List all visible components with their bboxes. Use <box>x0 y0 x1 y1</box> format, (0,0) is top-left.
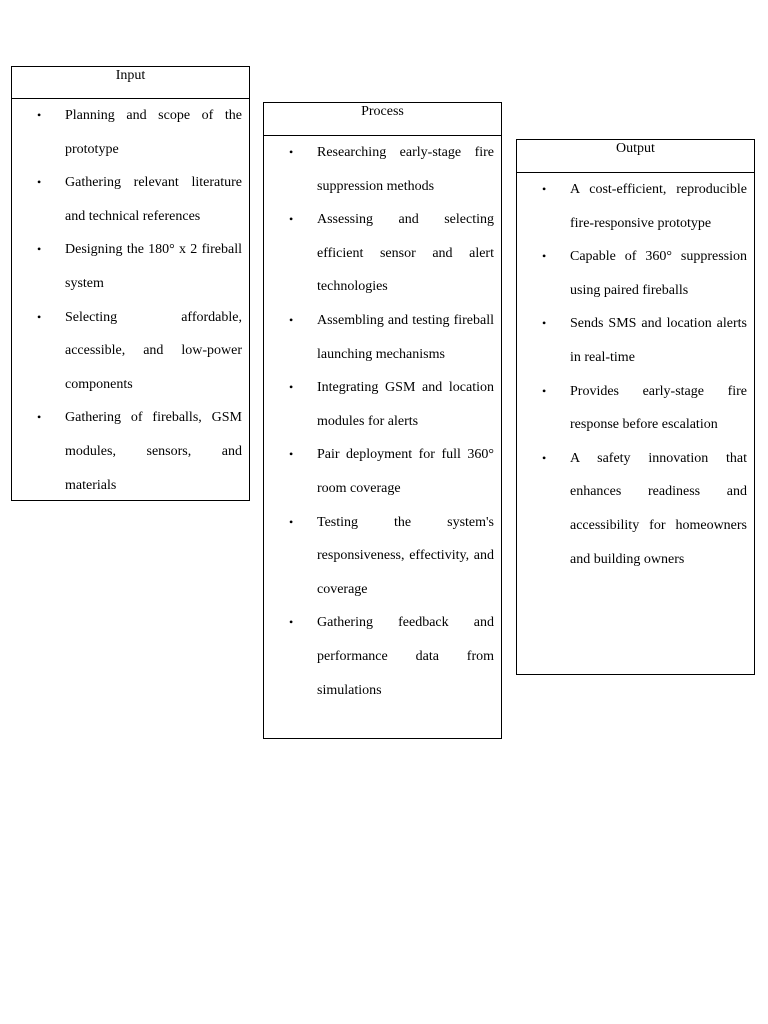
list-item <box>517 307 754 374</box>
process-box-title <box>264 103 501 136</box>
list-item <box>12 99 249 166</box>
list-item-text: Gathering of fireballs, GSM modules, sensors, and materials <box>65 410 242 493</box>
input-box <box>11 66 250 501</box>
bullet-icon: • <box>542 249 547 264</box>
list-item-text: Assembling and testing fireball launching mechanisms <box>317 312 494 362</box>
input-title-text: Input <box>115 68 146 83</box>
list-item <box>12 166 249 233</box>
process-box <box>263 102 502 739</box>
list-item <box>264 136 501 203</box>
list-item <box>12 301 249 402</box>
bullet-icon: • <box>37 410 42 425</box>
input-box-title <box>12 67 249 99</box>
list-item <box>264 304 501 371</box>
output-box-title <box>517 140 754 173</box>
list-item-text: Testing the system's responsiveness, effectivity, and coverage <box>317 514 494 597</box>
bullet-icon: • <box>289 514 294 529</box>
list-item-text: Pair deployment for full 360° room coverage <box>317 447 494 496</box>
list-item <box>517 173 754 240</box>
bullet-icon: • <box>289 212 294 227</box>
list-item-text: Provides early-stage fire response before escalation <box>570 383 747 433</box>
list-item-text: Integrating GSM and location modules for alerts <box>317 380 494 429</box>
bullet-icon: • <box>289 447 294 462</box>
list-item <box>12 401 249 502</box>
output-box <box>516 139 755 675</box>
list-item-text: Researching early-stage fire suppression methods <box>317 145 494 194</box>
bullet-icon: • <box>542 450 547 465</box>
bullet-icon: • <box>289 380 294 395</box>
bullet-icon: • <box>542 316 547 331</box>
list-item-text: Selecting affordable, accessible, and low-power components <box>65 309 242 392</box>
list-item <box>12 233 249 300</box>
list-item <box>264 438 501 505</box>
output-title-text: Output <box>616 141 655 156</box>
list-item-text: A cost-efficient, reproducible fire-responsive prototype <box>570 182 747 231</box>
list-item-text: Gathering feedback and performance data from simulations <box>317 615 494 698</box>
bullet-icon: • <box>37 108 42 122</box>
list-item-text: A safety innovation that enhances readiness and accessibility for homeowners and building owners <box>570 450 747 567</box>
process-list <box>264 136 501 707</box>
list-item <box>264 371 501 438</box>
output-list <box>517 173 754 576</box>
list-item <box>264 506 501 607</box>
bullet-icon: • <box>542 182 547 196</box>
bullet-icon: • <box>289 615 294 630</box>
list-item <box>517 442 754 576</box>
process-title-text: Process <box>361 104 404 119</box>
list-item-text: Gathering relevant literature and technical references <box>65 175 242 224</box>
list-item <box>517 240 754 307</box>
bullet-icon: • <box>37 242 42 257</box>
bullet-icon: • <box>37 175 42 190</box>
bullet-icon: • <box>289 312 294 327</box>
bullet-icon: • <box>542 383 547 398</box>
list-item-text: Assessing and selecting efficient sensor and alert technologies <box>317 212 494 295</box>
list-item <box>517 375 754 442</box>
input-list <box>12 99 249 502</box>
bullet-icon: • <box>37 309 42 324</box>
list-item <box>264 203 501 304</box>
list-item-text: Sends SMS and location alerts in real-time <box>570 316 747 365</box>
bullet-icon: • <box>289 145 294 159</box>
list-item <box>264 606 501 707</box>
list-item-text: Planning and scope of the prototype <box>65 108 242 157</box>
list-item-text: Designing the 180° x 2 fireball system <box>65 242 242 291</box>
list-item-text: Capable of 360° suppression using paired fireballs <box>570 249 747 298</box>
